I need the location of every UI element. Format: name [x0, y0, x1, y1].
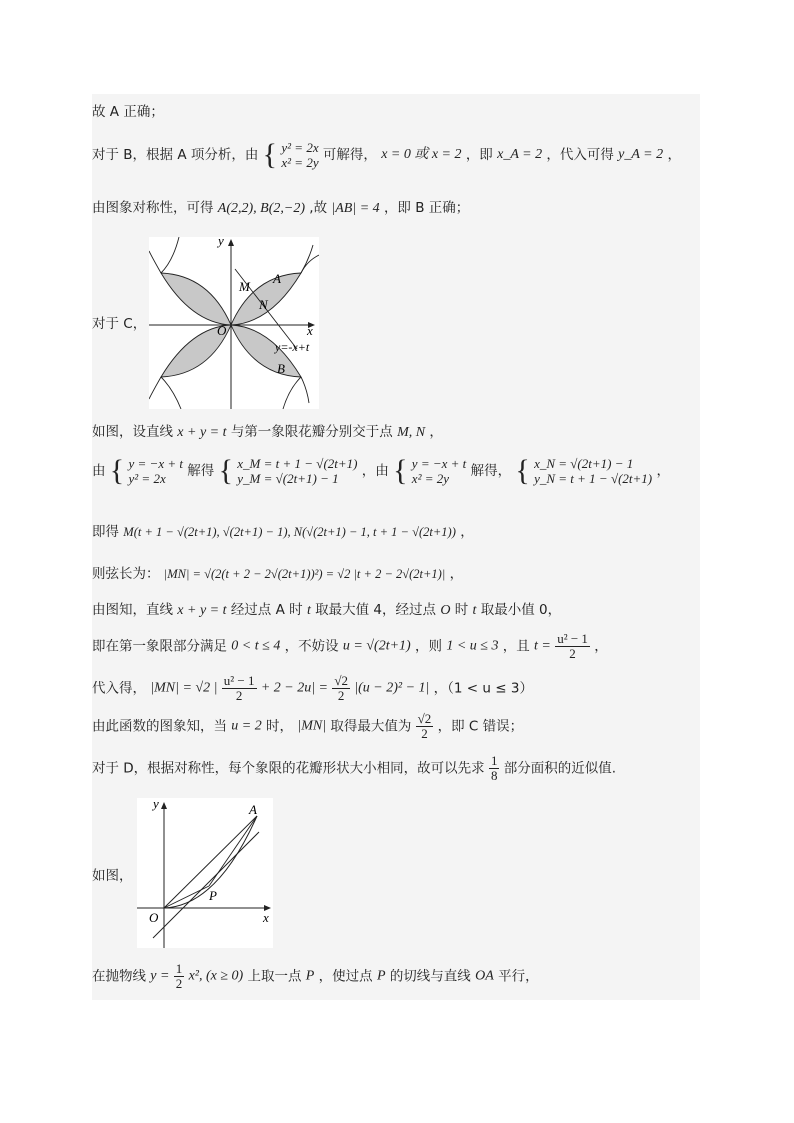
- text: ，即: [465, 147, 493, 163]
- brace: {: [262, 138, 278, 171]
- point-m-label: M: [239, 279, 250, 294]
- equation: x_M = t + 1 − √(2t+1): [237, 456, 358, 471]
- text: 取最大值 4，经过点: [315, 602, 437, 618]
- denominator: 2: [175, 976, 183, 991]
- brace: {: [393, 454, 408, 487]
- x-axis-label: x: [263, 910, 269, 925]
- math: |MN| = √(2(t + 2 − 2√(2t+1))²) = √2 |t + 2 − 2√(2t+1)|: [163, 567, 446, 581]
- math: u = 2: [231, 718, 262, 734]
- equation: x² = 2y: [411, 471, 450, 486]
- text: 可解得，: [322, 147, 377, 163]
- equation: x_N = √(2t+1) − 1: [534, 456, 634, 471]
- parabola-figure: [137, 798, 273, 948]
- math: x², (x ≥ 0): [188, 968, 244, 984]
- math: x = 0 或 x = 2: [381, 147, 462, 162]
- text-line-6: [92, 456, 700, 496]
- text: 对于 D，根据对称性，每个象限的花瓣形状大小相同，故可以先求: [92, 760, 485, 777]
- text-line-7: [92, 522, 700, 542]
- text: 平行，: [498, 968, 539, 985]
- text-line-5: [92, 422, 700, 443]
- text: ，: [656, 463, 670, 479]
- equation-system: [534, 456, 652, 486]
- math: 0 < t ≤ 4: [231, 638, 281, 654]
- equation: y_N = t + 1 − √(2t+1): [534, 471, 653, 486]
- line-label: y=-x+t: [275, 340, 310, 354]
- flower-graph: [149, 237, 319, 409]
- text-line-8: [92, 564, 700, 584]
- denominator: 8: [490, 768, 498, 783]
- text: 与第一象限花瓣分别交于点: [230, 424, 393, 440]
- math: t =: [534, 638, 551, 654]
- brace: {: [218, 454, 233, 487]
- equation-system: [412, 456, 466, 486]
- text: 由此函数的图象知，当: [92, 718, 227, 735]
- brace: {: [515, 454, 530, 487]
- denominator: 2: [569, 646, 576, 661]
- text: 取得最大值为: [330, 718, 412, 735]
- equation: x² = 2y: [281, 155, 319, 170]
- text: ，: [429, 424, 443, 440]
- text: 由图知，直线: [92, 602, 173, 618]
- text: 则弦长为：: [92, 566, 160, 582]
- equation: y² = 2x: [128, 471, 166, 486]
- text: 部分面积的近似值.: [503, 760, 617, 777]
- point-n-label: N: [259, 297, 268, 312]
- text: 代入得，: [92, 680, 146, 697]
- math: x + y = t: [177, 425, 227, 440]
- point-p-label: P: [209, 888, 217, 903]
- text: ，: [594, 638, 608, 655]
- numerator: √2: [334, 673, 348, 688]
- text: 对于 B，根据 A 项分析，由: [92, 147, 259, 163]
- math: O: [440, 603, 451, 618]
- text: ，: [449, 566, 464, 582]
- math: M, N: [397, 425, 426, 440]
- fraction: [222, 674, 257, 703]
- equation: y_M = √(2t+1) − 1: [237, 471, 339, 486]
- text-line-10: [92, 632, 700, 666]
- math: |MN| = √2 |: [150, 680, 218, 696]
- text: ，使过点: [318, 968, 373, 985]
- x-axis-label: x: [307, 323, 313, 338]
- equation-system: [237, 456, 357, 486]
- math: |AB| = 4: [331, 201, 380, 216]
- text-line-1: [92, 102, 700, 122]
- equation: y = −x + t: [128, 456, 183, 471]
- text: ，: [460, 524, 474, 540]
- text: ，则: [415, 638, 443, 655]
- math: P: [376, 968, 386, 984]
- text: ，且: [502, 638, 530, 655]
- math: t: [306, 603, 311, 618]
- text: ，由: [361, 463, 389, 479]
- point-a-label: A: [249, 802, 257, 817]
- math: x + y = t: [177, 603, 227, 618]
- text: 经过点 A 时: [230, 602, 303, 618]
- text: 对于 C，: [92, 316, 147, 332]
- math: |MN|: [297, 718, 327, 734]
- numerator: 1: [490, 753, 498, 768]
- text-line-12: [92, 712, 700, 746]
- fraction: [555, 632, 590, 661]
- math: A(2,2), B(2,−2): [217, 201, 305, 216]
- text-line-15: [92, 962, 700, 996]
- text: 上取一点: [247, 968, 302, 985]
- flower-figure: [149, 237, 319, 409]
- equation-system: [129, 456, 183, 486]
- numerator: u² − 1: [557, 631, 588, 646]
- origin-label: O: [217, 323, 227, 338]
- text: 在抛物线: [92, 968, 146, 985]
- text: 解得，: [470, 463, 512, 479]
- text: 即得: [92, 524, 119, 540]
- point-b-label: B: [277, 361, 285, 376]
- text: 时: [454, 602, 469, 618]
- equation: y² = 2x: [281, 140, 319, 155]
- numerator: 1: [175, 961, 183, 976]
- math: + 2 − 2u| =: [260, 680, 329, 696]
- text: 如图，设直线: [92, 424, 173, 440]
- math: |(u − 2)² − 1|: [354, 680, 430, 696]
- math: M(t + 1 − √(2t+1), √(2t+1) − 1), N(√(2t+1) − 1, t + 1 − √(2t+1)): [123, 525, 456, 539]
- text-line-2: [92, 140, 700, 176]
- math: y_A = 2: [618, 147, 664, 162]
- text: 由: [92, 463, 106, 479]
- equation: y = −x + t: [411, 456, 467, 471]
- numerator: u² − 1: [223, 673, 255, 688]
- fraction: [174, 962, 185, 991]
- text: 即在第一象限部分满足: [92, 638, 227, 655]
- text: ，即 B 正确；: [383, 200, 470, 216]
- document-content: [92, 94, 700, 1000]
- fraction: [332, 674, 350, 703]
- text-line-13: [92, 754, 700, 788]
- brace: {: [109, 454, 125, 487]
- text: 取最小值 0，: [480, 602, 562, 618]
- text-line-9: [92, 600, 700, 621]
- text: 如图，: [92, 868, 133, 884]
- math: u = √(2t+1): [342, 638, 411, 654]
- y-axis-label: y: [218, 237, 224, 248]
- text-line-3: [92, 198, 700, 219]
- denominator: 2: [421, 726, 428, 741]
- math: OA: [475, 968, 494, 984]
- text: 由图象对称性，可得: [92, 200, 214, 216]
- denominator: 2: [235, 688, 243, 703]
- text: ，: [667, 147, 681, 163]
- fraction: [489, 754, 500, 783]
- text: ,故: [309, 200, 328, 216]
- numerator: √2: [417, 711, 432, 726]
- text: ，（1 < u ≤ 3）: [433, 680, 533, 697]
- fraction: [416, 712, 434, 741]
- math: 1 < u ≤ 3: [446, 638, 499, 654]
- y-axis-label: y: [153, 798, 159, 811]
- math: y =: [150, 968, 170, 984]
- math: x_A = 2: [497, 147, 543, 162]
- math: t: [472, 603, 477, 618]
- origin-label: O: [149, 910, 159, 925]
- text: ，不妨设: [284, 638, 339, 655]
- equation-system: [281, 140, 318, 170]
- text: 的切线与直线: [389, 968, 471, 985]
- text: ，即 C 错误；: [437, 718, 524, 735]
- text: 解得: [187, 463, 215, 479]
- parabola-graph: [137, 798, 273, 948]
- point-a-label: A: [273, 271, 281, 286]
- denominator: 2: [337, 688, 345, 703]
- text: 时，: [266, 718, 294, 735]
- text: 故 A 正确；: [92, 104, 164, 120]
- text-line-11: [92, 674, 700, 708]
- math: P: [305, 968, 315, 984]
- text: ，代入可得: [546, 147, 614, 163]
